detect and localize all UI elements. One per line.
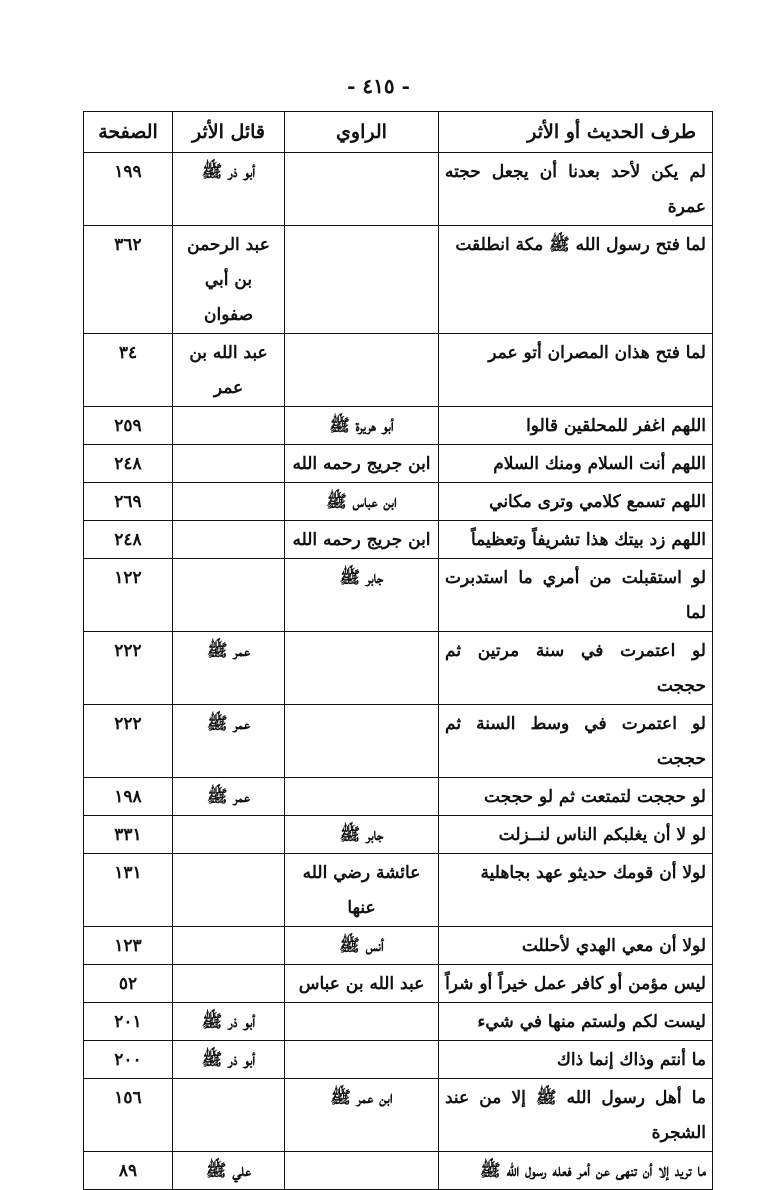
narrator-cell <box>285 153 439 226</box>
header-page: الصفحة <box>84 112 173 153</box>
speaker-cell <box>173 521 285 559</box>
narrator-cell <box>285 226 439 334</box>
narrator-cell <box>285 778 439 816</box>
table-row <box>84 226 713 334</box>
table-header-row <box>84 112 713 153</box>
speaker-cell <box>173 927 285 965</box>
speaker-cell: عمر ﷺ <box>173 632 285 705</box>
narrator-cell: جابر ﷺ <box>285 816 439 854</box>
speaker-cell: عبد الله بن عمر <box>173 334 285 407</box>
speaker-cell <box>173 1079 285 1152</box>
table-row <box>84 1079 713 1152</box>
page-cell: ٢٠٠ <box>84 1041 173 1079</box>
table-row <box>84 334 713 407</box>
table-row <box>84 1152 713 1190</box>
header-narrator: الراوي <box>285 112 439 153</box>
narrator-cell: جابر ﷺ <box>285 559 439 632</box>
speaker-cell <box>173 407 285 445</box>
table-row <box>84 521 713 559</box>
page-cell: ١٢٣ <box>84 927 173 965</box>
narrator-cell: ابن عمر ﷺ <box>285 1079 439 1152</box>
page-cell: ٥٢ <box>84 965 173 1003</box>
speaker-cell: علي ﷺ <box>173 1152 285 1190</box>
table-row <box>84 965 713 1003</box>
hadith-cell: لو حججت لتمتعت ثم لو حججت <box>439 778 713 816</box>
hadith-cell: ما أهل رسول الله ﷺ إلا من عند الشجرة <box>439 1079 713 1152</box>
table-body <box>84 153 713 1190</box>
hadith-cell: لم يكن لأحد بعدنا أن يجعل حجته عمرة <box>439 153 713 226</box>
table-row <box>84 483 713 521</box>
page-cell: ٢٢٢ <box>84 705 173 778</box>
hadith-cell: لو استقبلت من أمري ما استدبرت لما <box>439 559 713 632</box>
table-row <box>84 705 713 778</box>
hadith-cell: اللهم تسمع كلامي وترى مكاني <box>439 483 713 521</box>
hadith-cell: اللهم أنت السلام ومنك السلام <box>439 445 713 483</box>
narrator-cell <box>285 705 439 778</box>
hadith-cell: لولا أن معي الهدي لأحللت <box>439 927 713 965</box>
narrator-cell: عبد الله بن عباس <box>285 965 439 1003</box>
narrator-cell: أبو هريرة ﷺ <box>285 407 439 445</box>
table-row <box>84 632 713 705</box>
table-row <box>84 1003 713 1041</box>
page-cell: ٣٦٢ <box>84 226 173 334</box>
hadith-cell: لو اعتمرت في وسط السنة ثم حججت <box>439 705 713 778</box>
narrator-cell <box>285 1003 439 1041</box>
hadith-cell: لما فتح رسول الله ﷺ مكة انطلقت <box>439 226 713 334</box>
table-row <box>84 778 713 816</box>
table-row <box>84 559 713 632</box>
narrator-cell: ابن عباس ﷺ <box>285 483 439 521</box>
hadith-index-table <box>83 111 713 1190</box>
speaker-cell: أبو ذر ﷺ <box>173 1041 285 1079</box>
hadith-cell: اللهم اغفر للمحلقين قالوا <box>439 407 713 445</box>
page-cell: ٨٩ <box>84 1152 173 1190</box>
table-row <box>84 927 713 965</box>
table-row <box>84 1041 713 1079</box>
speaker-cell <box>173 816 285 854</box>
page-cell: ٣٣١ <box>84 816 173 854</box>
page-cell: ١٩٨ <box>84 778 173 816</box>
hadith-cell: ما تريد إلا أن تنهى عن أمر فعله رسول الله ﷺ <box>439 1152 713 1190</box>
narrator-cell <box>285 1152 439 1190</box>
table-row <box>84 816 713 854</box>
header-hadith: طرف الحديث أو الأثر <box>439 112 713 153</box>
hadith-cell: ما أنتم وذاك إنما ذاك <box>439 1041 713 1079</box>
hadith-cell: ليست لكم ولستم منها في شيء <box>439 1003 713 1041</box>
narrator-cell <box>285 632 439 705</box>
hadith-cell: اللهم زد بيتك هذا تشريفاً وتعظيماً <box>439 521 713 559</box>
speaker-cell: أبو ذر ﷺ <box>173 153 285 226</box>
page-cell: ٢٢٢ <box>84 632 173 705</box>
speaker-cell <box>173 965 285 1003</box>
speaker-cell <box>173 483 285 521</box>
narrator-cell: عائشة رضي الله عنها <box>285 854 439 927</box>
hadith-cell: لما فتح هذان المصران أتو عمر <box>439 334 713 407</box>
speaker-cell: عمر ﷺ <box>173 705 285 778</box>
page-cell: ١٢٢ <box>84 559 173 632</box>
narrator-cell: ابن جريج رحمه الله <box>285 521 439 559</box>
page-cell: ٢٤٨ <box>84 521 173 559</box>
page-number: - ٤١٥ - <box>347 74 410 98</box>
table-row <box>84 153 713 226</box>
speaker-cell: عمر ﷺ <box>173 778 285 816</box>
page-cell: ١٥٦ <box>84 1079 173 1152</box>
speaker-cell <box>173 854 285 927</box>
narrator-cell: ابن جريج رحمه الله <box>285 445 439 483</box>
hadith-cell: لو لا أن يغلبكم الناس لنــزلت <box>439 816 713 854</box>
table-row <box>84 854 713 927</box>
page-cell: ٢٥٩ <box>84 407 173 445</box>
speaker-cell <box>173 559 285 632</box>
hadith-cell: لو اعتمرت في سنة مرتين ثم حججت <box>439 632 713 705</box>
hadith-cell: لولا أن قومك حديثو عهد بجاهلية <box>439 854 713 927</box>
page-cell: ٢٠١ <box>84 1003 173 1041</box>
header-speaker: قائل الأثر <box>173 112 285 153</box>
narrator-cell: أنس ﷺ <box>285 927 439 965</box>
speaker-cell <box>173 445 285 483</box>
speaker-cell: عبد الرحمن بن أبي صفوان <box>173 226 285 334</box>
hadith-cell: ليس مؤمن أو كافر عمل خيراً أو شراً <box>439 965 713 1003</box>
table-row <box>84 407 713 445</box>
narrator-cell <box>285 334 439 407</box>
page-cell: ٣٤ <box>84 334 173 407</box>
narrator-cell <box>285 1041 439 1079</box>
table-row <box>84 445 713 483</box>
speaker-cell: أبو ذر ﷺ <box>173 1003 285 1041</box>
page-cell: ١٩٩ <box>84 153 173 226</box>
page-cell: ١٣١ <box>84 854 173 927</box>
page-cell: ٢٦٩ <box>84 483 173 521</box>
page-cell: ٢٤٨ <box>84 445 173 483</box>
